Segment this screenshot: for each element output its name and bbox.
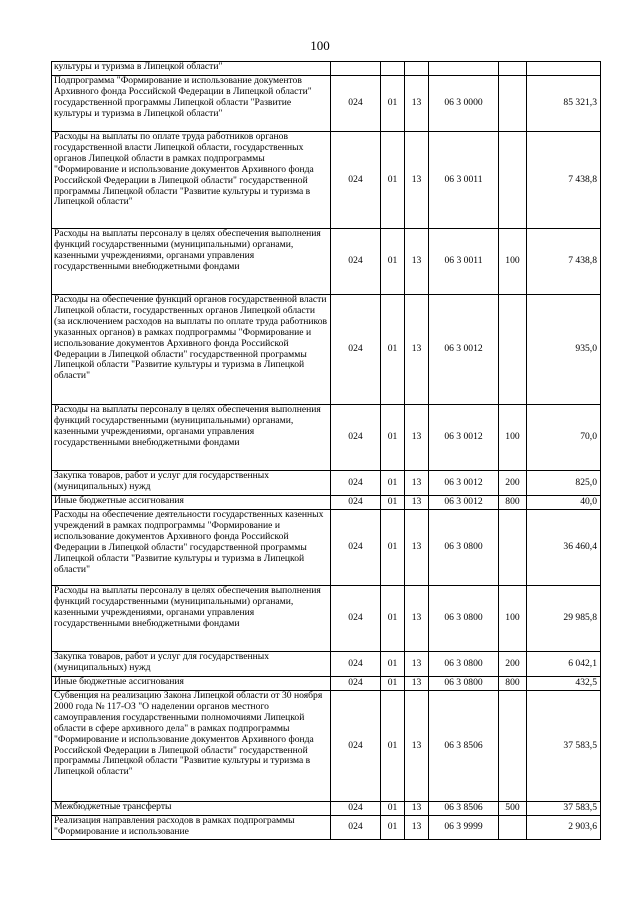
cell-rz: 01	[381, 652, 405, 677]
cell-vr: 800	[499, 677, 527, 691]
cell-sum: 37 583,5	[527, 802, 601, 816]
cell-sum: 2 903,6	[527, 816, 601, 840]
cell-vr: 100	[499, 229, 527, 295]
cell-vr: 200	[499, 652, 527, 677]
cell-ved: 024	[331, 132, 381, 229]
cell-vr	[499, 816, 527, 840]
cell-pr: 13	[405, 652, 429, 677]
cell-sum: 825,0	[527, 471, 601, 496]
cell-vr: 200	[499, 471, 527, 496]
cell-ved	[331, 62, 381, 76]
cell-rz: 01	[381, 295, 405, 405]
cell-ved: 024	[331, 295, 381, 405]
cell-name: Иные бюджетные ассигнования	[52, 677, 331, 691]
cell-sum: 6 042,1	[527, 652, 601, 677]
cell-ved: 024	[331, 652, 381, 677]
cell-vr: 800	[499, 496, 527, 510]
cell-rz	[381, 62, 405, 76]
table-row	[52, 677, 601, 691]
cell-sum	[527, 62, 601, 76]
cell-sum: 70,0	[527, 405, 601, 471]
cell-csr: 06 3 0012	[429, 496, 499, 510]
cell-rz: 01	[381, 496, 405, 510]
cell-ved: 024	[331, 496, 381, 510]
cell-name: Расходы на обеспечение деятельности государственных казенных учреждений в рамках подпрограммы "Формирование и использование документов Архивного фонда Российской Федерации в Липецкой области" государственной программы Липецкой области "Развитие культуры и туризма в Липецкой области"	[52, 510, 331, 586]
cell-ved: 024	[331, 816, 381, 840]
cell-name: Подпрограмма "Формирование и использование документов Архивного фонда Российской Федерации в Липецкой области" государственной программы Липецкой области "Развитие культуры и туризма в Липецкой области"	[52, 76, 331, 132]
cell-name: Иные бюджетные ассигнования	[52, 496, 331, 510]
cell-csr: 06 3 0800	[429, 652, 499, 677]
cell-pr: 13	[405, 76, 429, 132]
cell-csr	[429, 62, 499, 76]
cell-ved: 024	[331, 802, 381, 816]
cell-rz: 01	[381, 471, 405, 496]
table-row	[52, 510, 601, 586]
cell-name: культуры и туризма в Липецкой области"	[52, 62, 331, 76]
table-row	[52, 471, 601, 496]
cell-vr	[499, 62, 527, 76]
table-row	[52, 62, 601, 76]
cell-rz: 01	[381, 802, 405, 816]
table-row	[52, 652, 601, 677]
cell-pr: 13	[405, 586, 429, 652]
cell-name: Расходы на выплаты персоналу в целях обеспечения выполнения функций государственными (муниципальными) органами, казенными учреждениями, органами управления государственными внебюджетными фондами	[52, 405, 331, 471]
cell-vr	[499, 691, 527, 802]
cell-csr: 06 3 0000	[429, 76, 499, 132]
cell-csr: 06 3 0800	[429, 677, 499, 691]
cell-name: Субвенция на реализацию Закона Липецкой области от 30 ноября 2000 года № 117-ОЗ "О наделении органов местного самоуправления государственными полномочиями Липецкой области в сфере архивного дела" в рамках подпрограммы "Формирование и использование документов Архивного фонда Российской Федерации в Липецкой области" государственной программы Липецкой области "Развитие культуры и туризма в Липецкой области"	[52, 691, 331, 802]
table-row	[52, 691, 601, 802]
cell-vr	[499, 76, 527, 132]
cell-name: Межбюджетные трансферты	[52, 802, 331, 816]
cell-csr: 06 3 8506	[429, 802, 499, 816]
cell-pr: 13	[405, 295, 429, 405]
cell-vr	[499, 132, 527, 229]
cell-rz: 01	[381, 132, 405, 229]
cell-name: Расходы на выплаты персоналу в целях обеспечения выполнения функций государственными (муниципальными) органами, казенными учреждениями, органами управления государственными внебюджетными фондами	[52, 229, 331, 295]
table-row	[52, 132, 601, 229]
cell-sum: 7 438,8	[527, 132, 601, 229]
cell-name: Расходы на выплаты по оплате труда работников органов государственной власти Липецкой области, государственных органов Липецкой области в рамках подпрограммы "Формирование и использование документов Архивного фонда Российской Федерации в Липецкой области" государственной программы Липецкой области "Развитие культуры и туризма в Липецкой области"	[52, 132, 331, 229]
cell-csr: 06 3 0011	[429, 229, 499, 295]
cell-pr: 13	[405, 677, 429, 691]
cell-vr	[499, 510, 527, 586]
table-row	[52, 816, 601, 840]
cell-name: Реализация направления расходов в рамках подпрограммы "Формирование и использование	[52, 816, 331, 840]
cell-rz: 01	[381, 229, 405, 295]
page-number: 100	[310, 38, 330, 53]
cell-ved: 024	[331, 510, 381, 586]
cell-csr: 06 3 0012	[429, 471, 499, 496]
cell-rz: 01	[381, 677, 405, 691]
table-row	[52, 295, 601, 405]
cell-rz: 01	[381, 510, 405, 586]
cell-rz: 01	[381, 586, 405, 652]
cell-pr: 13	[405, 496, 429, 510]
cell-vr: 500	[499, 802, 527, 816]
cell-vr: 100	[499, 586, 527, 652]
cell-csr: 06 3 0012	[429, 405, 499, 471]
table-row	[52, 496, 601, 510]
cell-ved: 024	[331, 677, 381, 691]
cell-sum: 935,0	[527, 295, 601, 405]
cell-rz: 01	[381, 76, 405, 132]
cell-pr: 13	[405, 816, 429, 840]
cell-csr: 06 3 0011	[429, 132, 499, 229]
table-row	[52, 76, 601, 132]
cell-sum: 432,5	[527, 677, 601, 691]
cell-ved: 024	[331, 405, 381, 471]
cell-sum: 7 438,8	[527, 229, 601, 295]
table-row	[52, 405, 601, 471]
table-row	[52, 229, 601, 295]
cell-pr: 13	[405, 405, 429, 471]
cell-ved: 024	[331, 76, 381, 132]
cell-ved: 024	[331, 471, 381, 496]
cell-name: Расходы на обеспечение функций органов государственной власти Липецкой области, государственных органов Липецкой области (за исключением расходов на выплаты по оплате труда работников указанных органов) в рамках подпрограммы "Формирование и использование документов Архивного фонда Российской Федерации в Липецкой области" государственной программы Липецкой области "Развитие культуры и туризма в Липецкой области"	[52, 295, 331, 405]
cell-pr: 13	[405, 471, 429, 496]
cell-sum: 29 985,8	[527, 586, 601, 652]
cell-vr: 100	[499, 405, 527, 471]
cell-ved: 024	[331, 586, 381, 652]
cell-sum: 85 321,3	[527, 76, 601, 132]
cell-ved: 024	[331, 691, 381, 802]
cell-pr: 13	[405, 510, 429, 586]
cell-name: Закупка товаров, работ и услуг для государственных (муниципальных) нужд	[52, 652, 331, 677]
cell-csr: 06 3 9999	[429, 816, 499, 840]
table-row	[52, 586, 601, 652]
cell-sum: 37 583,5	[527, 691, 601, 802]
cell-sum: 36 460,4	[527, 510, 601, 586]
cell-csr: 06 3 8506	[429, 691, 499, 802]
cell-pr: 13	[405, 802, 429, 816]
cell-name: Расходы на выплаты персоналу в целях обеспечения выполнения функций государственными (муниципальными) органами, казенными учреждениями, органами управления государственными внебюджетными фондами	[52, 586, 331, 652]
cell-pr: 13	[405, 229, 429, 295]
cell-csr: 06 3 0800	[429, 586, 499, 652]
budget-table	[51, 61, 601, 840]
table-row	[52, 802, 601, 816]
cell-ved: 024	[331, 229, 381, 295]
cell-rz: 01	[381, 405, 405, 471]
cell-csr: 06 3 0800	[429, 510, 499, 586]
cell-name: Закупка товаров, работ и услуг для государственных (муниципальных) нужд	[52, 471, 331, 496]
cell-sum: 40,0	[527, 496, 601, 510]
cell-rz: 01	[381, 816, 405, 840]
cell-pr: 13	[405, 132, 429, 229]
cell-pr	[405, 62, 429, 76]
cell-rz: 01	[381, 691, 405, 802]
cell-vr	[499, 295, 527, 405]
cell-csr: 06 3 0012	[429, 295, 499, 405]
cell-pr: 13	[405, 691, 429, 802]
